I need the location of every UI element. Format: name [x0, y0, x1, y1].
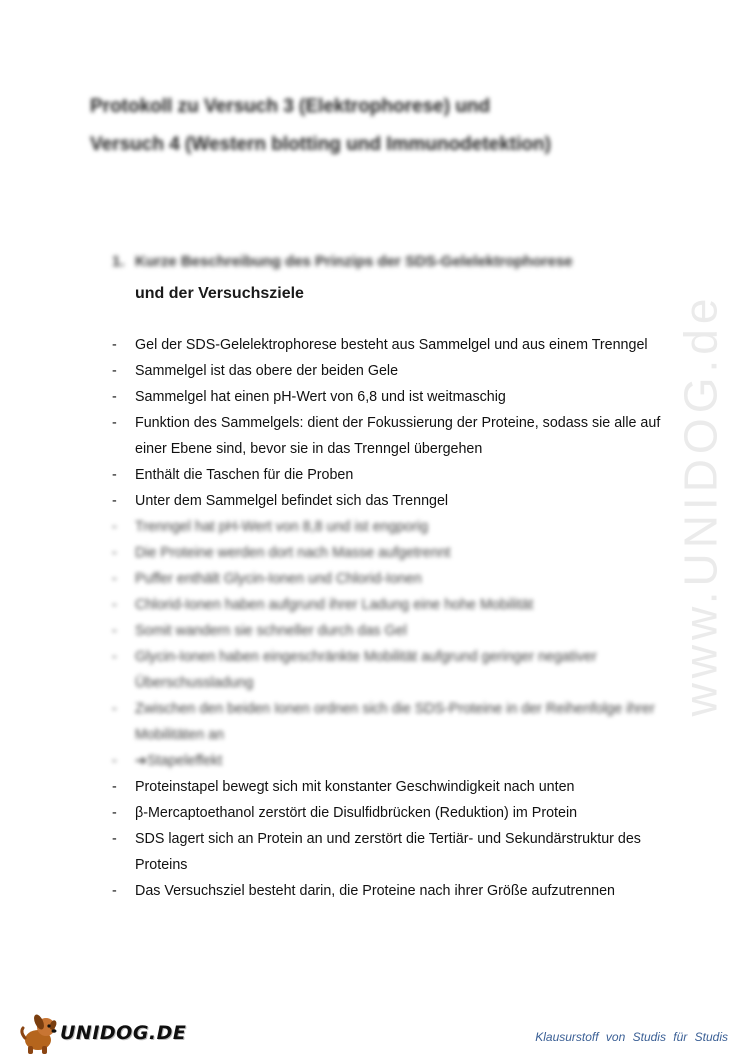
bullet-text: Unter dem Sammelgel befindet sich das Trenngel: [135, 493, 449, 509]
title-line-1: Protokoll zu Versuch 3 (Elektrophorese) und: [90, 96, 491, 117]
footer-tagline: Klausurstoff von Studis für Studis: [535, 1030, 728, 1044]
bullet-item: [112, 748, 672, 774]
bullet-list: [112, 332, 672, 904]
bullet-text: Trenngel hat pH-Wert von 8,8 und ist engporig: [135, 519, 429, 535]
bullet-text: SDS lagert sich an Protein an und zerstört die Tertiär- und Sekundärstruktur des Proteins: [135, 831, 641, 873]
section-heading: [112, 246, 672, 310]
watermark-text: www.UNIDOG.de: [674, 293, 727, 717]
bullet-text: β-Mercaptoethanol zerstört die Disulfidbrücken (Reduktion) im Protein: [135, 805, 578, 821]
bullet-marker: -: [112, 701, 117, 717]
bullet-marker: -: [112, 649, 117, 665]
bullet-item: [112, 514, 672, 540]
bullet-marker: -: [112, 883, 117, 899]
bullet-item: [112, 462, 672, 488]
bullet-text: Sammelgel ist das obere der beiden Gele: [135, 363, 399, 379]
bullet-marker: -: [112, 493, 117, 509]
watermark: [640, 270, 750, 740]
section-number: 1.: [112, 253, 125, 270]
bullet-marker: -: [112, 597, 117, 613]
bullet-marker: -: [112, 753, 117, 769]
bullet-item: [112, 566, 672, 592]
bullet-item: [112, 358, 672, 384]
bullet-item: [112, 696, 672, 748]
bullet-item: [112, 618, 672, 644]
bullet-text: Sammelgel hat einen pH-Wert von 6,8 und ist weitmaschig: [135, 389, 506, 405]
bullet-item: [112, 592, 672, 618]
bullet-marker: -: [112, 467, 117, 483]
bullet-item: [112, 774, 672, 800]
bullet-marker: -: [112, 337, 117, 353]
bullet-marker: -: [112, 779, 117, 795]
unidog-logo: [18, 1010, 186, 1056]
bullet-text: Proteinstapel bewegt sich mit konstanter Geschwindigkeit nach unten: [135, 779, 575, 795]
bullet-text: Chlorid-Ionen haben aufgrund ihrer Ladung eine hohe Mobilität: [135, 597, 534, 613]
bullet-marker: -: [112, 623, 117, 639]
section-heading-line-2: und der Versuchsziele: [135, 285, 304, 302]
bullet-item: [112, 488, 672, 514]
bullet-text: Die Proteine werden dort nach Masse aufgetrennt: [135, 545, 451, 561]
bullet-item: [112, 384, 672, 410]
section-heading-text-1: Kurze Beschreibung des Prinzips der SDS-Gelelektrophorese: [135, 253, 573, 270]
bullet-item: [112, 878, 672, 904]
bullet-text: Funktion des Sammelgels: dient der Fokussierung der Proteine, sodass sie alle auf einer Ebene sind, bevor sie in das Trenngel übergehen: [135, 415, 661, 457]
bullet-item: [112, 800, 672, 826]
bullet-text: Puffer enthält Glycin-Ionen und Chlorid-Ionen: [135, 571, 422, 587]
dog-mascot-icon: [18, 1010, 64, 1056]
bullet-marker: -: [112, 415, 117, 431]
bullet-text: Glycin-Ionen haben eingeschränkte Mobilität aufgrund geringer negativer Überschussladung: [135, 649, 597, 691]
bullet-text: Somit wandern sie schneller durch das Gel: [135, 623, 407, 639]
bullet-item: [112, 332, 672, 358]
bullet-marker: -: [112, 363, 117, 379]
bullet-marker: -: [112, 545, 117, 561]
bullet-text: Enthält die Taschen für die Proben: [135, 467, 354, 483]
document-title: [90, 88, 690, 164]
section-heading-line-1: [112, 246, 672, 278]
bullet-item: [112, 644, 672, 696]
bullet-item: [112, 826, 672, 878]
title-line-2: Versuch 4 (Western blotting und Immunodetektion): [90, 134, 551, 155]
bullet-text: Das Versuchsziel besteht darin, die Proteine nach ihrer Größe aufzutrennen: [135, 883, 616, 899]
logo-text: UNIDOG.DE: [60, 1022, 187, 1044]
bullet-marker: -: [112, 805, 117, 821]
bullet-marker: -: [112, 519, 117, 535]
bullet-marker: -: [112, 831, 117, 847]
bullet-marker: -: [112, 571, 117, 587]
bullet-text: ➔Stapeleffekt: [135, 753, 223, 769]
bullet-item: [112, 410, 672, 462]
bullet-item: [112, 540, 672, 566]
bullet-marker: -: [112, 389, 117, 405]
bullet-text: Zwischen den beiden Ionen ordnen sich die SDS-Proteine in der Reihenfolge ihrer Mobilitäten an: [135, 701, 655, 743]
bullet-text: Gel der SDS-Gelelektrophorese besteht aus Sammelgel und aus einem Trenngel: [135, 337, 648, 353]
